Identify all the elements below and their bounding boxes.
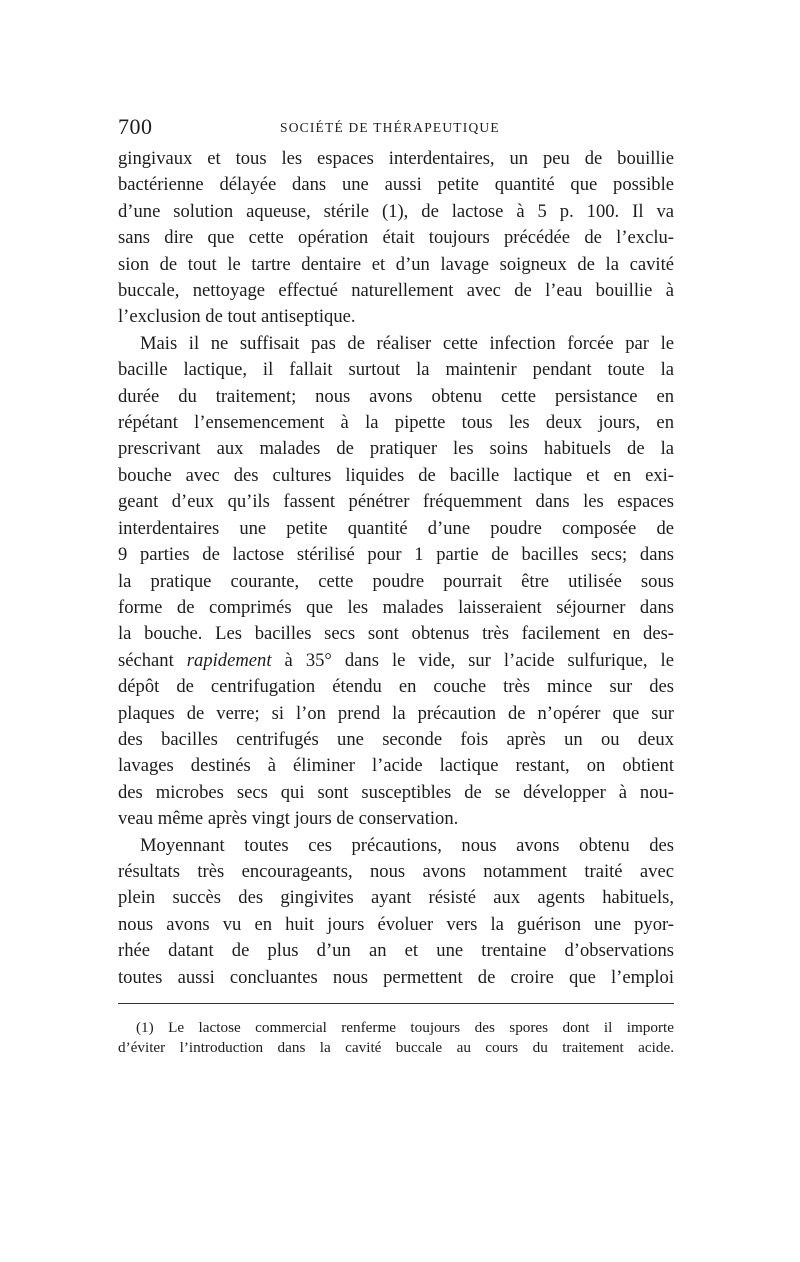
body-line: buccale, nettoyage effectué naturellement avec de l’eau bouillie à [118,280,674,302]
body-line: des microbes secs qui sont susceptibles de se développer à nou- [118,781,674,803]
body-line: durée du traitement; nous avons obtenu cette persistance en [118,385,674,407]
body-line: rhée datant de plus d’un an et une trentaine d’observations [118,940,674,962]
italic-emphasis: rapidement [186,649,272,671]
body-line: la pratique courante, cette poudre pourrait être utilisée sous [118,570,674,592]
body-line: forme de comprimés que les malades laisseraient séjourner dans [118,596,674,618]
running-title: SOCIÉTÉ DE THÉRAPEUTIQUE [280,120,500,135]
running-head [118,112,674,146]
body-line: Moyennant toutes ces précautions, nous avons obtenu des [140,834,674,856]
body-line: sans dire que cette opération était toujours précédée de l’exclu- [118,227,674,249]
body-line: des bacilles centrifugés une seconde fois après un ou deux [118,728,674,750]
body-line: 9 parties de lactose stérilisé pour 1 partie de bacilles secs; dans [118,544,674,566]
body-line: plein succès des gingivites ayant résisté aux agents habituels, [118,887,674,909]
body-line: d’une solution aqueuse, stérile (1), de lactose à 5 p. 100. Il va [118,200,674,222]
body-line-text: séchant [118,649,174,671]
body-line: bactérienne délayée dans une aussi petite quantité que possible [118,174,674,196]
body-line: bouche avec des cultures liquides de bacille lactique et en exi- [118,464,674,486]
body-line: lavages destinés à éliminer l’acide lactique restant, on obtient [118,755,674,777]
body-line: répétant l’ensemencement à la pipette tous les deux jours, en [118,412,674,434]
body-line-text: à 35° dans le vide, sur l’acide sulfurique, le [284,649,674,671]
body-line: sion de tout le tartre dentaire et d’un lavage soigneux de la cavité [118,253,674,275]
body-line: gingivaux et tous les espaces interdentaires, un peu de bouillie [118,148,674,169]
body-line: dépôt de centrifugation étendu en couche très mince sur des [118,676,674,698]
body-line: prescrivant aux malades de pratiquer les soins habituels de la [118,438,674,460]
footnote-rule [118,1003,674,1004]
body-line: bacille lactique, il fallait surtout la maintenir pendant toute la [118,359,674,381]
body-line: Mais il ne suffisait pas de réaliser cette infection forcée par le [140,332,674,354]
page-number: 700 [118,114,153,139]
body-line: geant d’eux qu’ils fassent pénétrer fréquemment dans les espaces [118,491,674,513]
footnotes [118,1018,674,1058]
body-line: veau même après vingt jours de conservation. [118,808,459,830]
footnote-line: d’éviter l’introduction dans la cavité buccale au cours du traitement acide. [118,1039,674,1056]
book-page [118,112,674,1058]
body-line: l’exclusion de tout antiseptique. [118,306,356,328]
body-text [118,146,674,991]
body-line: interdentaires une petite quantité d’une poudre composée de [118,517,674,539]
body-line: résultats très encourageants, nous avons notamment traité avec [118,860,674,882]
body-line: la bouche. Les bacilles secs sont obtenus très facilement en des- [118,623,674,645]
body-line [118,648,674,674]
footnote-line: (1) Le lactose commercial renferme toujours des spores dont il importe [136,1019,674,1036]
body-line: plaques de verre; si l’on prend la précaution de n’opérer que sur [118,702,674,724]
body-line: nous avons vu en huit jours évoluer vers la guérison une pyor- [118,913,674,935]
body-line: toutes aussi concluantes nous permettent de croire que l’emploi [118,966,674,988]
